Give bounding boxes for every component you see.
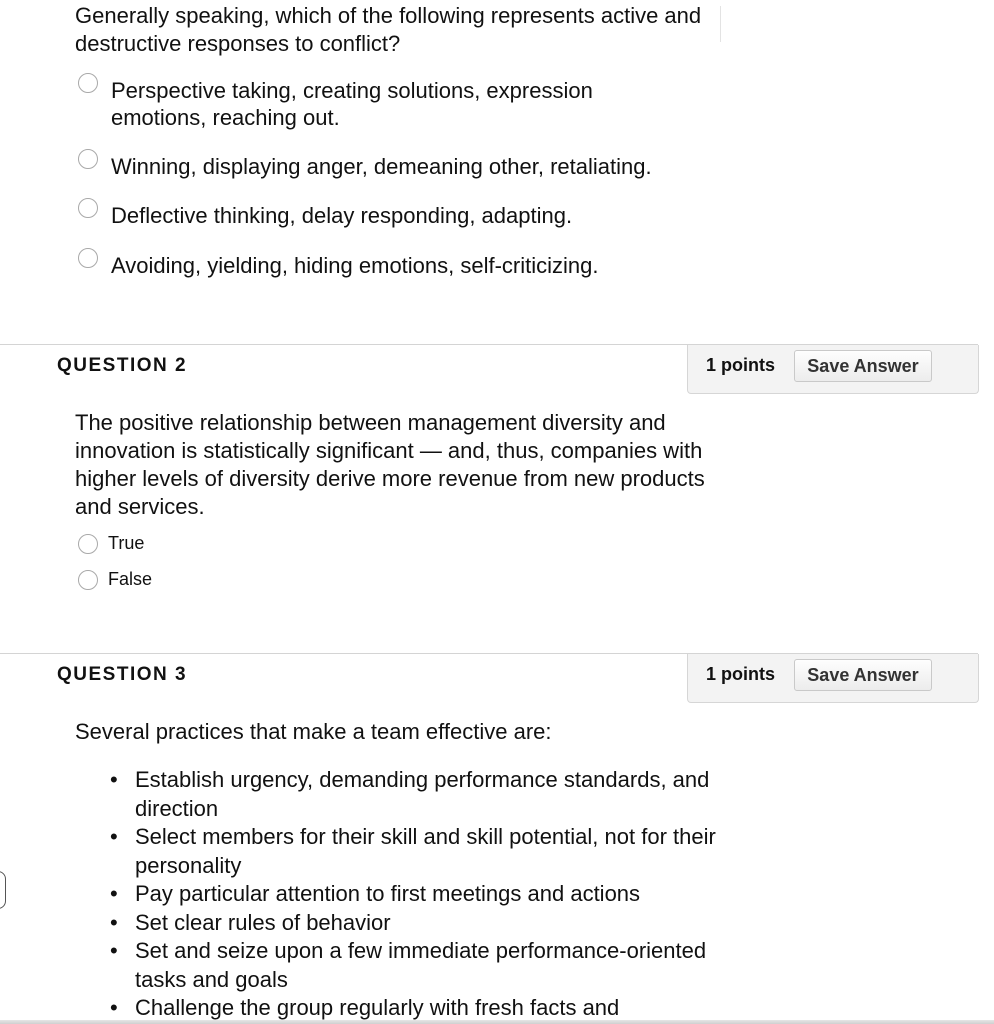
bottom-border	[0, 1020, 994, 1024]
option-label: True	[108, 533, 145, 553]
list-item	[110, 994, 730, 1023]
save-answer-button[interactable]: Save Answer	[794, 659, 932, 691]
option-label: Avoiding, yielding, hiding emotions, self-criticizing.	[111, 253, 599, 278]
bullet: •	[110, 824, 118, 849]
radio-button[interactable]	[78, 73, 98, 93]
option-label: Deflective thinking, delay responding, adapting.	[111, 203, 573, 228]
list-item	[110, 880, 730, 909]
option-label: Perspective taking, creating solutions, expression emotions, reaching out.	[111, 78, 593, 130]
list-item-text: Challenge the group regularly with fresh facts and	[135, 995, 620, 1020]
radio-button[interactable]	[78, 198, 98, 218]
points-label: 1 points	[706, 664, 776, 684]
option-label: Winning, displaying anger, demeaning other, retaliating.	[111, 154, 652, 179]
list-item	[110, 909, 730, 938]
list-item	[110, 937, 730, 994]
question-2-header	[0, 344, 978, 395]
radio-button[interactable]	[78, 248, 98, 268]
divider	[720, 6, 721, 42]
save-answer-button[interactable]: Save Answer	[794, 350, 932, 382]
radio-button[interactable]	[78, 570, 98, 590]
question-1-text: Generally speaking, which of the following represents active and destructive responses to conflict?	[75, 3, 702, 56]
bullet: •	[110, 938, 118, 963]
list-item-text: Set and seize upon a few immediate performance-oriented tasks and goals	[135, 938, 707, 992]
question-3-text: Several practices that make a team effective are:	[75, 719, 552, 744]
list-item	[110, 823, 730, 880]
list-item-text: Set clear rules of behavior	[135, 909, 391, 935]
option-label: False	[108, 569, 153, 589]
question-title: QUESTION 2	[57, 355, 188, 376]
list-item-text: Establish urgency, demanding performance standards, and direction	[135, 767, 710, 821]
practice-list	[110, 766, 730, 1023]
list-item-text: Select members for their skill and skill potential, not for their personality	[135, 824, 716, 878]
radio-button[interactable]	[78, 149, 98, 169]
bullet: •	[110, 881, 118, 906]
question-1	[75, 2, 720, 58]
question-title: QUESTION 3	[57, 664, 188, 685]
bullet: •	[110, 909, 118, 935]
points-label: 1 points	[706, 355, 776, 375]
list-item-text: Pay particular attention to first meetings and actions	[135, 881, 641, 906]
bullet: •	[110, 767, 118, 792]
bullet: •	[110, 995, 118, 1020]
question-2-text: The positive relationship between management diversity and innovation is statistically significant — and, thus, companies with higher levels of diversity derive more revenue from new products and services.	[75, 410, 705, 519]
points-box	[687, 345, 979, 394]
question-3-header	[0, 653, 978, 704]
points-box	[687, 654, 979, 703]
side-panel-handle[interactable]	[0, 871, 6, 909]
radio-button[interactable]	[78, 534, 98, 554]
list-item	[110, 766, 730, 823]
